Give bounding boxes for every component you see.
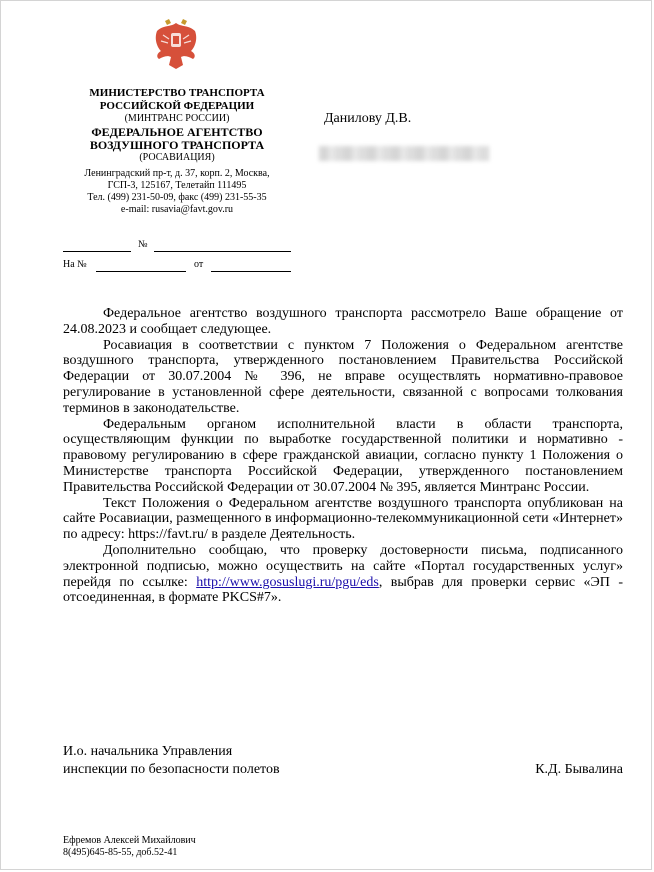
ref-date-line <box>211 271 291 272</box>
recipient-name: Данилову Д.В. <box>324 111 412 126</box>
ministry-name-2: РОССИЙСКОЙ ФЕДЕРАЦИИ <box>99 100 255 112</box>
paragraph-3: Федеральным органом исполнительной власти в области транспорта, осуществляющим функции по выработке государственной политики и нормативно - правовому регулированию в сфере гражданской авиации, согласно пункту 1 Положения о Министерстве транспорта Российской Федерации, утвержденного постановлением Правительства Российской Федерации от 30.07.2004 № 395, является Минтранс России. <box>63 416 623 495</box>
signer-title: И.о. начальника Управления <box>63 744 233 759</box>
ref-label: На № <box>63 259 87 270</box>
number-label: № <box>138 239 148 250</box>
paragraph-2: Росавиация в соответствии с пунктом 7 Положения о Федеральном агентстве воздушного транспорта, утвержденного постановлением Правительства Российской Федерации от 30.07.2004 № 396, не вправе осуществлять нормативно-правовое регулирование в установленной сфере деятельности, связанной с вопросами толкования терминов в законодательстве. <box>63 337 623 416</box>
ministry-name: МИНИСТЕРСТВО ТРАНСПОРТА <box>89 87 265 99</box>
signer-name: К.Д. Бывалина <box>535 762 623 777</box>
agency-name: ФЕДЕРАЛЬНОЕ АГЕНТСТВО <box>91 125 263 139</box>
number-line <box>154 251 291 252</box>
ref-number-line <box>96 271 186 272</box>
gosuslugi-link[interactable]: http://www.gosuslugi.ru/pgu/eds <box>196 574 379 590</box>
date-line <box>63 251 131 252</box>
ministry-short: (МИНТРАНС РОССИИ) <box>124 113 230 124</box>
agency-short: (РОСАВИАЦИЯ) <box>139 152 215 163</box>
executor-phone: 8(495)645-85-55, доб.52-41 <box>63 847 178 858</box>
address-line: Ленинградский пр-т, д. 37, корп. 2, Москва, <box>84 168 270 179</box>
phone-line: Тел. (499) 231-50-09, факс (499) 231-55-35 <box>87 192 267 203</box>
coat-of-arms-icon <box>151 17 201 73</box>
signature-block <box>63 743 623 779</box>
address-line-2: ГСП-3, 125167, Телетайп 111495 <box>107 180 247 191</box>
paragraph-5 <box>63 543 623 606</box>
signer-title-2: инспекции по безопасности полетов <box>63 762 280 777</box>
from-label: от <box>194 259 204 270</box>
sender-header <box>61 87 293 216</box>
paragraph-5-end: , выбрав для проверки сервис «ЭП - отсоединенная, в формате PKCS#7». <box>63 574 623 606</box>
email-line: e-mail: rusavia@favt.gov.ru <box>120 204 234 215</box>
paragraph-4: Текст Положения о Федеральном агентстве воздушного транспорта опубликован на сайте Росавиации, размещенного в информационно-телекоммуникационной сети «Интернет» по адресу: https://favt.ru/ в разделе Деятельность. <box>63 495 623 543</box>
letter-body <box>63 306 623 606</box>
executor-info <box>63 835 196 859</box>
paragraph-1: Федеральное агентство воздушного транспорта рассмотрело Ваше обращение от 24.08.2023 и сообщает следующее. <box>63 306 623 337</box>
paragraph-5-text: Дополнительно сообщаю, что проверку достоверности письма, подписанного электронной подписью, можно осуществить на сайте «Портал государственных услуг» перейдя по ссылке: <box>63 542 623 590</box>
redacted-address <box>319 146 489 161</box>
executor-name: Ефремов Алексей Михайлович <box>63 835 196 846</box>
agency-name-2: ВОЗДУШНОГО ТРАНСПОРТА <box>89 138 265 152</box>
